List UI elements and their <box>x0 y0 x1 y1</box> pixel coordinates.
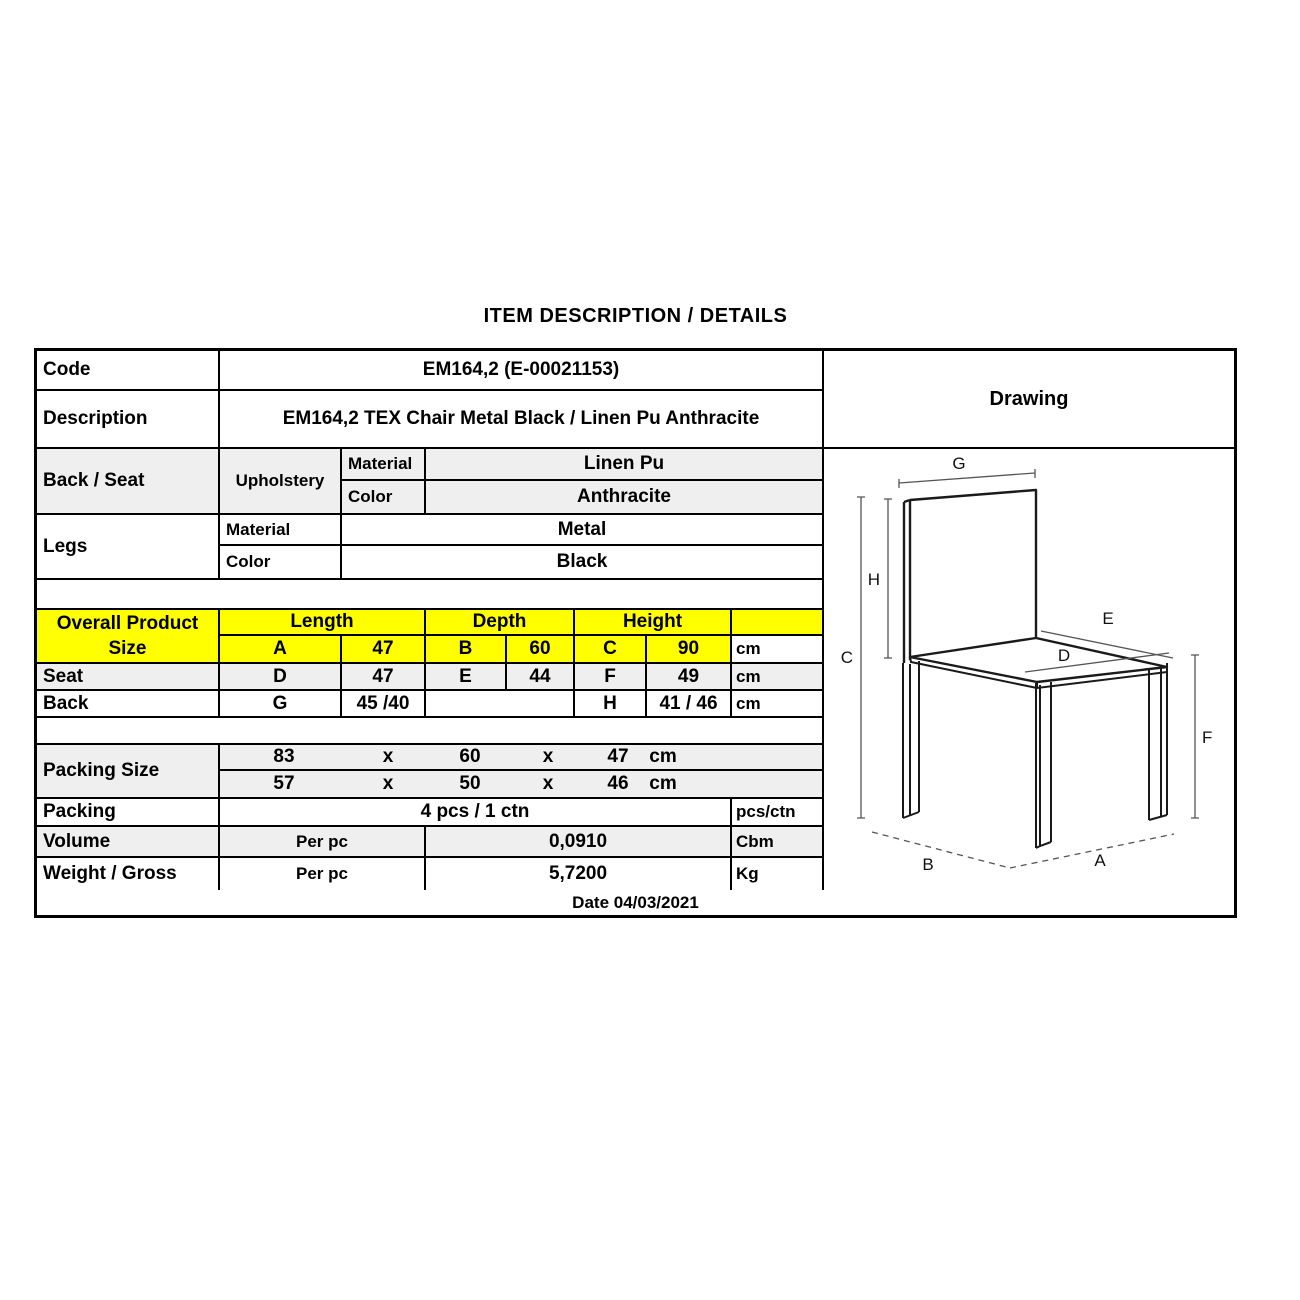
seat-length-value: 47 <box>342 664 426 689</box>
weight-row <box>37 858 822 890</box>
page-title: ITEM DESCRIPTION / DETAILS <box>483 305 788 327</box>
dim-label-e: E <box>1102 609 1114 628</box>
overall-depth-value: 60 <box>507 636 575 662</box>
carton1-dim3: 47 <box>607 746 629 768</box>
dim-label-c: C <box>840 648 853 667</box>
legs-detail <box>220 515 822 578</box>
volume-unit: Cbm <box>736 831 774 851</box>
dim-label-d: D <box>1057 646 1071 665</box>
upholstery-label: Upholstery <box>220 449 342 513</box>
description-label: Description <box>37 391 220 447</box>
spacer-row <box>37 580 822 610</box>
carton2-unit: cm <box>649 773 677 795</box>
seat-label: Seat <box>37 664 220 689</box>
chair-legs <box>903 661 1167 848</box>
drawing-section <box>822 351 1234 890</box>
size-header-grid <box>220 610 822 662</box>
material-value: Linen Pu <box>583 453 665 474</box>
back-length-key: G <box>220 691 342 716</box>
back-depth-blank <box>426 691 575 716</box>
carton1-unit: cm <box>649 746 677 768</box>
overall-size-header <box>37 610 822 664</box>
size-header-blank <box>732 610 822 634</box>
chair-backrest <box>904 490 1036 663</box>
dim-label-a: A <box>1094 851 1106 870</box>
legs-material-value: Metal <box>557 518 607 540</box>
back-height-key: H <box>575 691 647 716</box>
color-value: Anthracite <box>577 486 671 507</box>
code-label: Code <box>37 351 220 389</box>
overall-values-row <box>220 636 822 662</box>
size-dim-header-row <box>220 610 822 636</box>
drawing-header: Drawing <box>824 351 1234 449</box>
chair-line-drawing <box>824 449 1234 888</box>
spacer-cell <box>37 580 822 608</box>
back-height-value: 41 / 46 <box>647 691 732 716</box>
packing-row <box>37 799 822 827</box>
back-size-row <box>37 691 822 718</box>
volume-basis: Per pc <box>220 827 426 856</box>
chair-drawing <box>824 449 1234 890</box>
item-details-table <box>34 348 1237 918</box>
legs-material-subrow <box>220 515 822 546</box>
carton2-x2: x <box>542 773 554 795</box>
seat-depth-key: E <box>426 664 507 689</box>
carton1-x1: x <box>382 746 394 768</box>
legs-label: Legs <box>37 515 220 578</box>
overall-size-label-line1: Overall Product <box>56 613 199 634</box>
upholstery-detail <box>342 449 822 513</box>
overall-length-key: A <box>220 636 342 662</box>
weight-label: Weight / Gross <box>37 858 220 890</box>
chair-seat <box>910 638 1167 688</box>
description-value: EM164,2 TEX Chair Metal Black / Linen Pu Anthracite <box>282 408 760 429</box>
table-body <box>37 351 1234 890</box>
seat-height-key: F <box>575 664 647 689</box>
overall-size-label <box>37 610 220 662</box>
dim-label-h: H <box>867 570 880 589</box>
back-unit: cm <box>736 693 761 713</box>
weight-basis: Per pc <box>220 858 426 890</box>
carton2-dim2: 50 <box>459 773 481 795</box>
carton1-dim2: 60 <box>459 746 481 768</box>
material-label: Material <box>342 449 426 479</box>
overall-depth-key: B <box>426 636 507 662</box>
packing-size-label: Packing Size <box>37 745 220 797</box>
packing-size-row-1 <box>220 745 822 771</box>
description-row <box>37 391 822 449</box>
depth-header: Depth <box>426 610 575 634</box>
overall-height-key: C <box>575 636 647 662</box>
back-seat-row <box>37 449 822 515</box>
packing-size-values <box>220 745 822 797</box>
dim-label-g: G <box>952 454 966 473</box>
back-length-value: 45 /40 <box>342 691 426 716</box>
weight-value: 5,7200 <box>426 858 732 890</box>
seat-height-value: 49 <box>647 664 732 689</box>
overall-length-value: 47 <box>342 636 426 662</box>
carton1-x2: x <box>542 746 554 768</box>
code-row <box>37 351 822 391</box>
packing-value: 4 pcs / 1 ctn <box>220 799 732 825</box>
volume-value: 0,0910 <box>426 827 732 856</box>
overall-height-value: 90 <box>647 636 732 662</box>
code-value: EM164,2 (E-00021153) <box>422 359 620 380</box>
upholstery-color-subrow <box>342 481 822 513</box>
carton2-dim3: 46 <box>607 773 629 795</box>
seat-depth-value: 44 <box>507 664 575 689</box>
back-label: Back <box>37 691 220 716</box>
weight-unit: Kg <box>736 864 759 883</box>
packing-size-band <box>37 745 822 799</box>
legs-color-value: Black <box>556 551 608 572</box>
legs-material-label: Material <box>220 515 342 544</box>
dim-label-b: B <box>922 855 934 874</box>
date-row <box>37 890 1234 915</box>
color-label: Color <box>342 481 426 513</box>
dim-label-f: F <box>1202 728 1213 747</box>
packing-size-row-2 <box>220 771 822 797</box>
packing-unit: pcs/ctn <box>736 802 796 821</box>
legs-row <box>37 515 822 580</box>
back-seat-label: Back / Seat <box>37 449 220 513</box>
overall-size-label-line2: Size <box>108 638 147 659</box>
spacer-cell <box>37 718 822 743</box>
spec-left-section <box>37 351 822 890</box>
legs-color-label: Color <box>220 546 342 578</box>
carton2-dim1: 57 <box>273 773 295 795</box>
volume-row <box>37 827 822 858</box>
volume-label: Volume <box>37 827 220 856</box>
seat-size-row <box>37 664 822 691</box>
seat-unit: cm <box>736 666 761 686</box>
height-header: Height <box>575 610 732 634</box>
seat-length-key: D <box>220 664 342 689</box>
date-value: Date 04/03/2021 <box>572 892 699 912</box>
upholstery-material-subrow <box>342 449 822 481</box>
overall-unit: cm <box>736 639 761 659</box>
length-header: Length <box>220 610 426 634</box>
legs-color-subrow <box>220 546 822 578</box>
carton2-x1: x <box>382 773 394 795</box>
spacer-row <box>37 718 822 745</box>
carton1-dim1: 83 <box>273 746 295 768</box>
packing-label: Packing <box>37 799 220 825</box>
